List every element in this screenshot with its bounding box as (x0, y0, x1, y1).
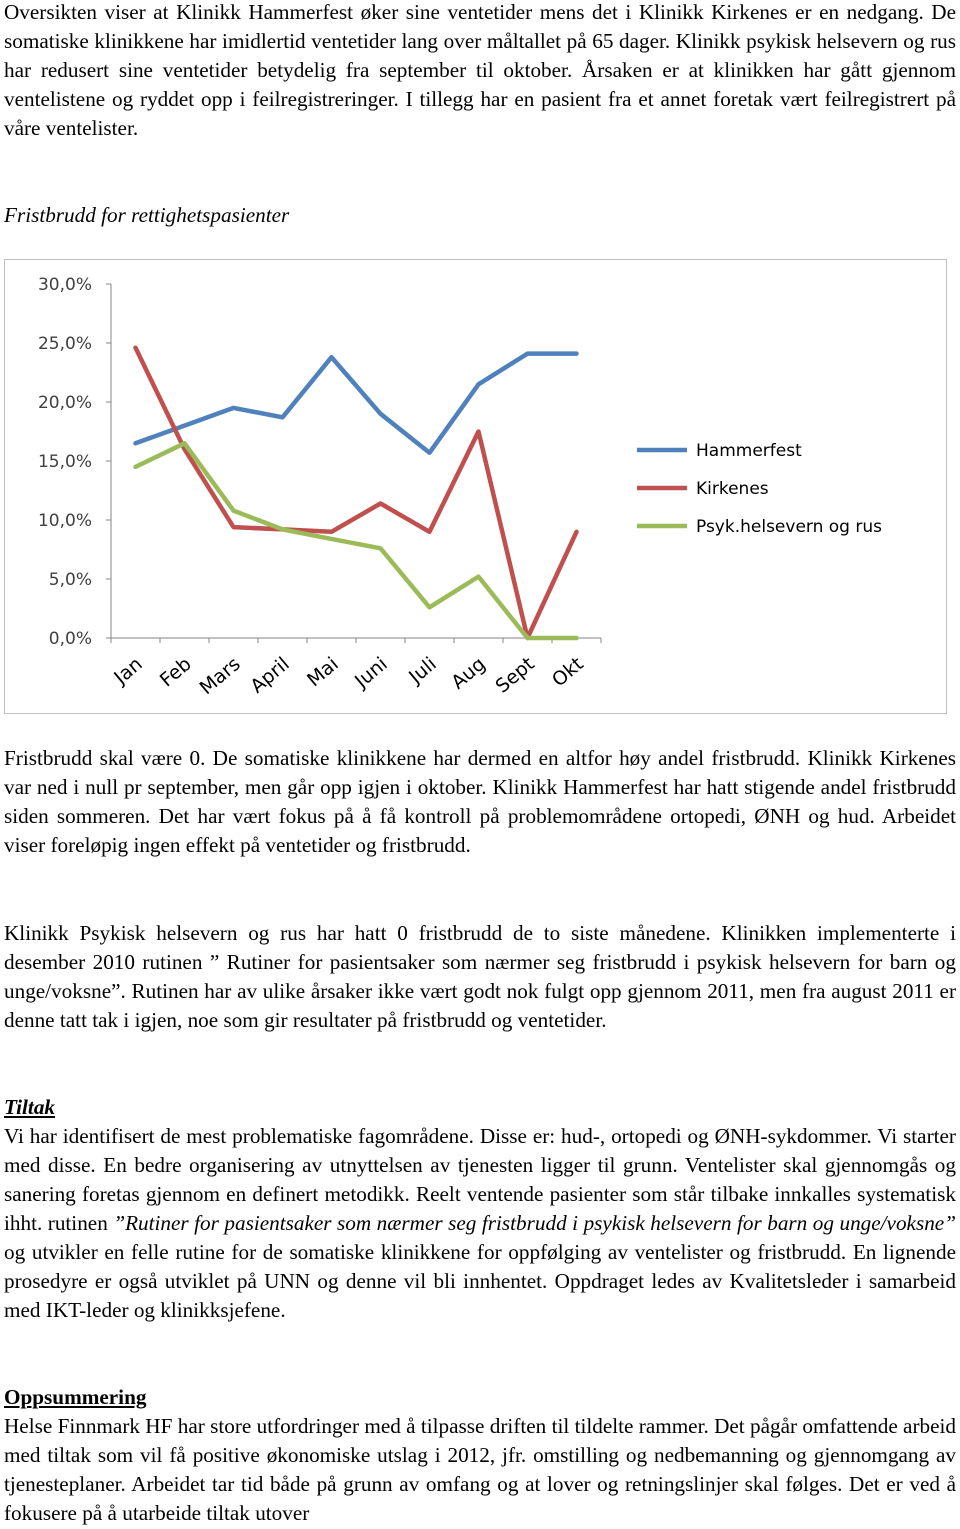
y-tick-label: 5,0% (48, 570, 92, 590)
fristbrudd-paragraph: Fristbrudd skal være 0. De somatiske klinikkene har dermed en altfor høy andel fristbrudd. Klinikk Kirkenes var ned i null pr september, men går opp igjen i oktober. Klinikk Hammerfest har hatt stigende andel fristbrudd siden sommeren. Det har vært fokus på å få kontroll på problemområdene ortopedi, ØNH og hud. Arbeidet viser foreløpig ingen effekt på ventetider og fristbrudd. (4, 746, 956, 857)
x-tick-label: Juni (350, 652, 392, 693)
y-tick-label: 30,0% (37, 275, 92, 295)
x-tick-label: April (246, 652, 294, 698)
legend-label: Kirkenes (696, 479, 769, 499)
x-tick-label: Feb (155, 652, 196, 692)
tiltak-text-after: og utvikler en felle rutine for de somatiske klinikkene for oppfølging av ventelister og fristbrudd. En lignende prosedyre er også utviklet på UNN og denne vil bli innhentet. Oppdraget ledes av Kvalitetsleder i samarbeid med IKT-leder og klinikksjefene. (4, 1240, 956, 1322)
chart-title: Fristbrudd for rettighetspasienter (4, 203, 290, 227)
x-tick-label: Aug (447, 652, 490, 694)
tiltak-paragraph (4, 1122, 956, 1325)
chart-svg (5, 260, 948, 715)
x-tick-label: Okt (547, 652, 588, 692)
intro-paragraph: Oversikten viser at Klinikk Hammerfest øker sine ventetider mens det i Klinikk Kirkenes er en nedgang. De somatiske klinikkene har imidlertid ventetider lang over måltallet på 65 dager. Klinikk psykisk helsevern og rus har redusert sine ventetider betydelig fra september til oktober. Årsaken er at klinikken har gått gjennom ventelistene og ryddet opp i feilregistreringer. I tillegg har en pasient fra et annet foretak vært feilregistrert på våre ventelister. (4, 0, 956, 140)
psyk-paragraph: Klinikk Psykisk helsevern og rus har hatt 0 fristbrudd de to siste månedene. Klinikken implementerte i desember 2010 rutinen ” Rutiner for pasientsaker som nærmer seg fristbrudd i psykisk helsevern for barn og unge/voksne”. Rutinen har av ulike årsaker ikke vært godt nok fulgt opp gjennom 2011, men fra august 2011 er denne tatt tak i igjen, noe som gir resultater på fristbrudd og ventetider. (4, 921, 956, 1032)
y-tick-label: 20,0% (37, 393, 92, 413)
y-tick-label: 25,0% (37, 334, 92, 354)
x-tick-label: Sept (491, 652, 539, 698)
oppsummering-paragraph: Helse Finnmark HF har store utfordringer med å tilpasse driften til tildelte rammer. Det pågår omfattende arbeid med tiltak som vil få positive økonomiske utslag i 2012, jfr. omstilling og nedbemanning og gjennomgang av tjenesteplaner. Arbeidet tar tid både på grunn av omfang og at lover og retningslinjer skal følges. Det er ved å fokusere på å utarbeide tiltak utover (4, 1414, 956, 1525)
y-tick-label: 15,0% (37, 452, 92, 472)
x-tick-label: Mars (195, 652, 245, 700)
tiltak-text-before: Vi har identifisert de mest problematiske fagområdene. Disse er: hud-, ortopedi og ØNH-sykdommer. Vi starter med disse. En bedre organisering av utnyttelsen av tjenesten ligger til grunn. Ventelister skal gjennomgås og sanering foretas gjennom en definert metodikk. Reelt ventende pasienter som står tilbake innkalles systematisk ihht. rutinen (4, 1124, 956, 1235)
heading-oppsummering: Oppsummering (4, 1385, 147, 1409)
legend-label: Hammerfest (696, 441, 802, 461)
x-tick-label: Juli (404, 652, 441, 688)
y-tick-label: 10,0% (37, 511, 92, 531)
tiltak-text-italic: ”Rutiner for pasientsaker som nærmer seg fristbrudd i psykisk helsevern for barn og unge/voksne” (113, 1211, 956, 1235)
series-line (136, 348, 577, 638)
legend-label: Psyk.helsevern og rus (696, 517, 882, 537)
x-tick-label: Jan (110, 652, 147, 689)
y-tick-label: 0,0% (48, 629, 92, 649)
series-line (136, 354, 577, 453)
heading-tiltak: Tiltak (4, 1095, 56, 1119)
x-tick-label: Mai (303, 652, 343, 692)
fristbrudd-chart (4, 259, 947, 714)
